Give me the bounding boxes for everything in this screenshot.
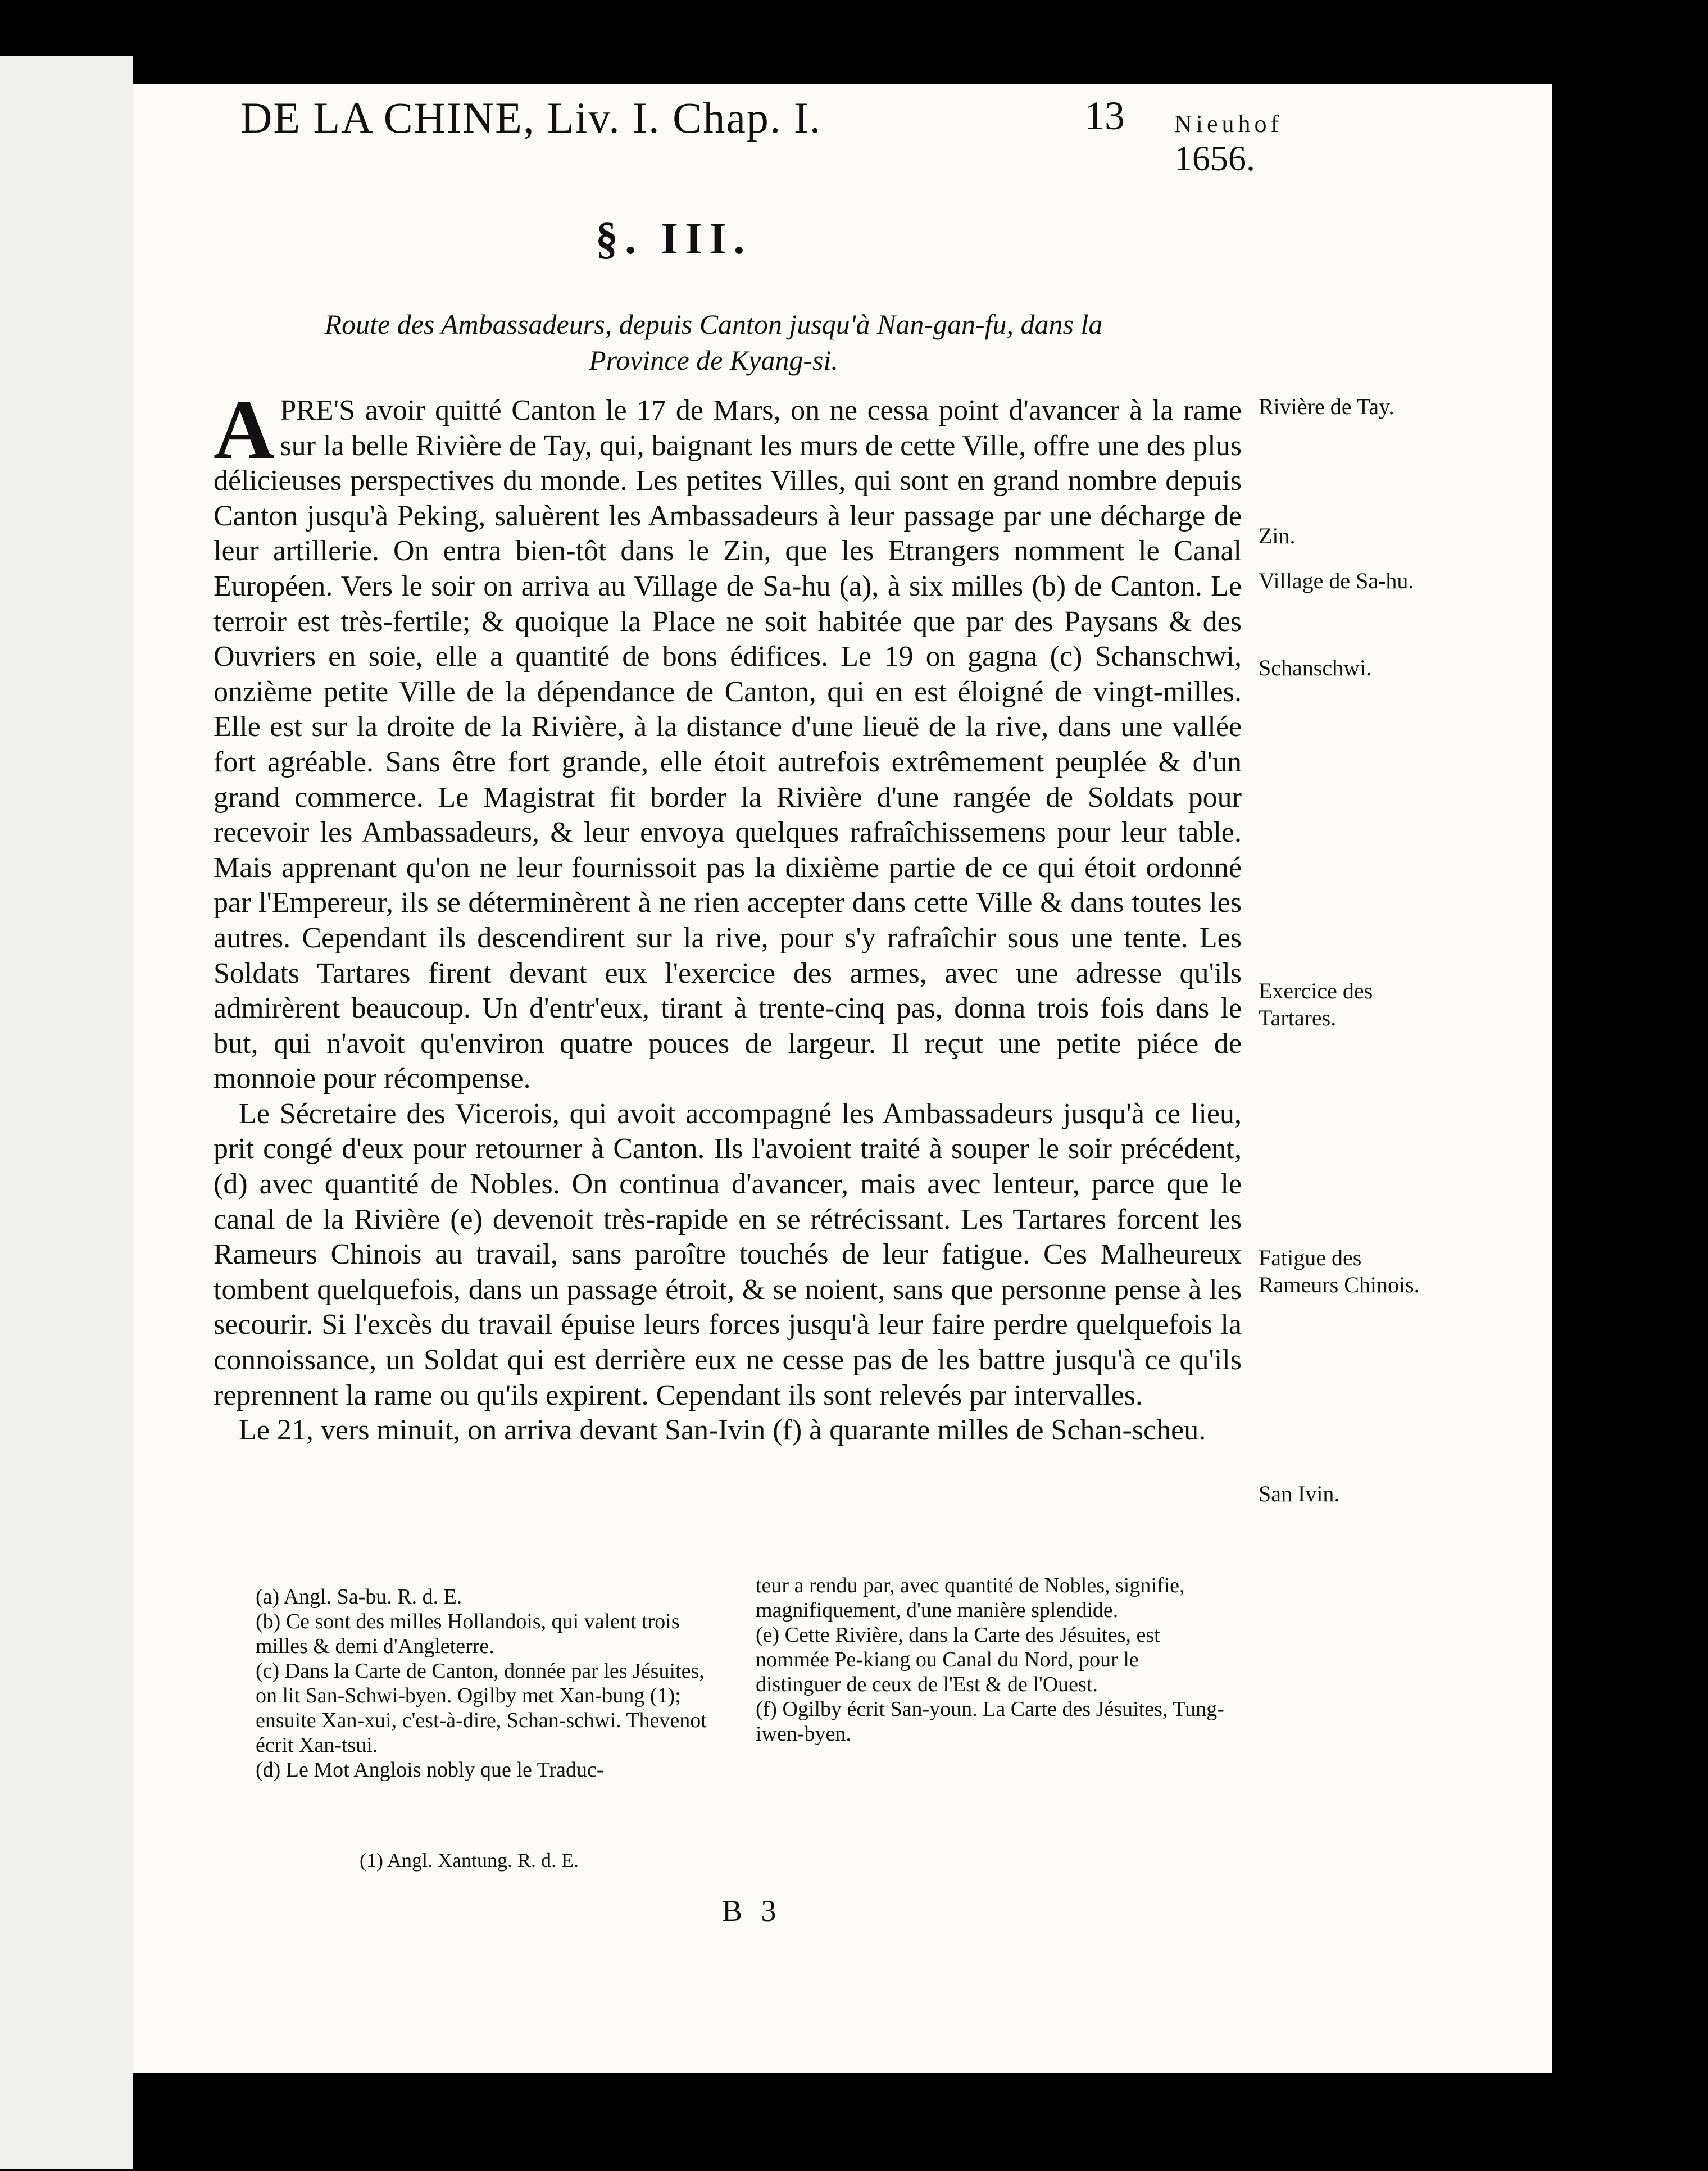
footnote: (b) Ce sont des milles Hollandois, qui valent trois milles & demi d'Angleterre.	[256, 1610, 680, 1658]
footnotes-left	[256, 1584, 728, 1782]
main-text	[214, 383, 1242, 1448]
margin-note: San Ivin.	[1259, 1481, 1340, 1506]
margin-year: 1656.	[1174, 138, 1255, 178]
footnotes-right	[756, 1573, 1228, 1746]
paragraph-text: PRE'S avoir quitté Canton le 17 de Mars, on ne cessa point d'avancer à la rame sur la belle Rivière de Tay, qui, baignant les murs de cette Ville, offre une des plus délicieuses perspectives du monde. Les petites Villes, qui sont en grand nombre depuis Canton jusqu'à Peking, saluèrent les Ambassadeurs à leur passage par une décharge de leur artillerie. On entra bien-tôt dans le Zin, que les Etrangers nomment le Canal Européen. Vers le soir on arriva au Village de Sa-hu (a), à six milles (b) de Canton. Le terroir est très-fertile; & quoique la Place ne soit habitée que par des Paysans & des Ouvriers en soie, elle a quantité de bons édifices. Le 19 on gagna (c) Schanschwi, onzième petite Ville de la dépendance de Canton, qui en est éloigné de vingt-milles. Elle est sur la droite de la Rivière, à la distance d'une lieuë de la rive, dans une vallée fort agréable. Sans être fort grande, elle étoit autrefois extrêmement peuplée & d'un grand commerce. Le Magistrat fit border la Rivière d'une rangée de Soldats pour recevoir les Ambassadeurs, & leur envoya quelques rafraîchissemens pour leur table. Mais apprenant qu'on ne leur fournissoit pas la dixième partie de ce qui étoit ordonné par l'Empereur, ils se déterminèrent à ne rien accepter dans cette Ville & dans toutes les autres. Cependant ils descendirent sur la rive, pour s'y rafraîchir sous une tente. Les Soldats Tartares firent devant eux l'exercice des armes, avec une adresse qu'ils admirèrent beaucoup. Un d'entr'eux, tirant à trente-cinq pas, donna trois fois dans le but, qui n'avoit qu'environ quatre pouces de largeur. Il reçut une petite piéce de monnoie pour récompense.	[214, 394, 1242, 1095]
running-head: DE LA CHINE, Liv. I. Chap. I.	[240, 93, 822, 142]
page-number: 13	[1084, 93, 1125, 138]
paragraph-1	[214, 383, 1242, 1097]
margin-author: Nieuhof	[1174, 110, 1283, 138]
footnote: (c) Dans la Carte de Canton, donnée par les Jésuites, on lit San-Schwi-byen. Ogilby met Xan-bung (1); ensuite Xan-xui, c'est-à-dire, Schan-schwi. Thevenot écrit Xan-tsui.	[256, 1659, 707, 1757]
paragraph-2: Le Sécretaire des Vicerois, qui avoit accompagné les Ambassadeurs jusqu'à ce lieu, prit congé d'eux pour retourner à Canton. Ils l'avoient traité à souper le soir précédent, (d) avec quantité de Nobles. On continua d'avancer, mais avec lenteur, parce que le canal de la Rivière (e) devenoit très-rapide en se rétrécissant. Les Tartares forcent les Rameurs Chinois au travail, sans paroître touchés de leur fatigue. Ces Malheureux tombent quelquefois, dans un passage étroit, & se noient, sans que personne pense à les secourir. Si l'excès du travail épuise leurs forces jusqu'à leur faire perdre quelquefois la connoissance, un Soldat qui est derrière eux ne cesse pas de les battre jusqu'à ce qu'ils reprennent la rame ou qu'ils expirent. Cependant ils sont relevés par intervalles.	[214, 1097, 1242, 1411]
margin-note: Exercice des Tartares.	[1259, 978, 1373, 1030]
footnote: (a) Angl. Sa-bu. R. d. E.	[256, 1585, 462, 1609]
footnote: (e) Cette Rivière, dans la Carte des Jésuites, est nommée Pe-kiang ou Canal du Nord, pour le distinguer de ceux de l'Est & de l'Ouest.	[756, 1623, 1160, 1696]
footnote: (d) Le Mot Anglois nobly que le Traduc-	[256, 1758, 604, 1782]
adjacent-page-edge	[0, 56, 133, 2169]
margin-note: Rivière de Tay.	[1259, 394, 1394, 419]
drop-cap: A	[214, 383, 275, 476]
paragraph-3: Le 21, vers minuit, on arriva devant San-Ivin (f) à quarante milles de Schan-scheu.	[239, 1414, 1206, 1447]
margin-note: Zin.	[1259, 523, 1296, 548]
margin-note: Fatigue des Rameurs Chinois.	[1259, 1245, 1420, 1297]
signature-mark: B 3	[722, 1894, 782, 1928]
footnote: teur a rendu par, avec quantité de Nobles, signifie, magnifiquement, d'une manière splendide.	[756, 1574, 1185, 1622]
bottom-note: (1) Angl. Xantung. R. d. E.	[360, 1849, 579, 1872]
margin-note: Schanschwi.	[1259, 655, 1372, 680]
margin-note: Village de Sa-hu.	[1259, 568, 1414, 593]
section-number: §. III.	[596, 214, 752, 264]
section-subtitle: Route des Ambassadeurs, depuis Canton jusqu'à Nan-gan-fu, dans la Province de Kyang-si.	[324, 308, 1103, 376]
footnote: (f) Ogilby écrit San-youn. La Carte des Jésuites, Tung-iwen-byen.	[756, 1697, 1224, 1746]
